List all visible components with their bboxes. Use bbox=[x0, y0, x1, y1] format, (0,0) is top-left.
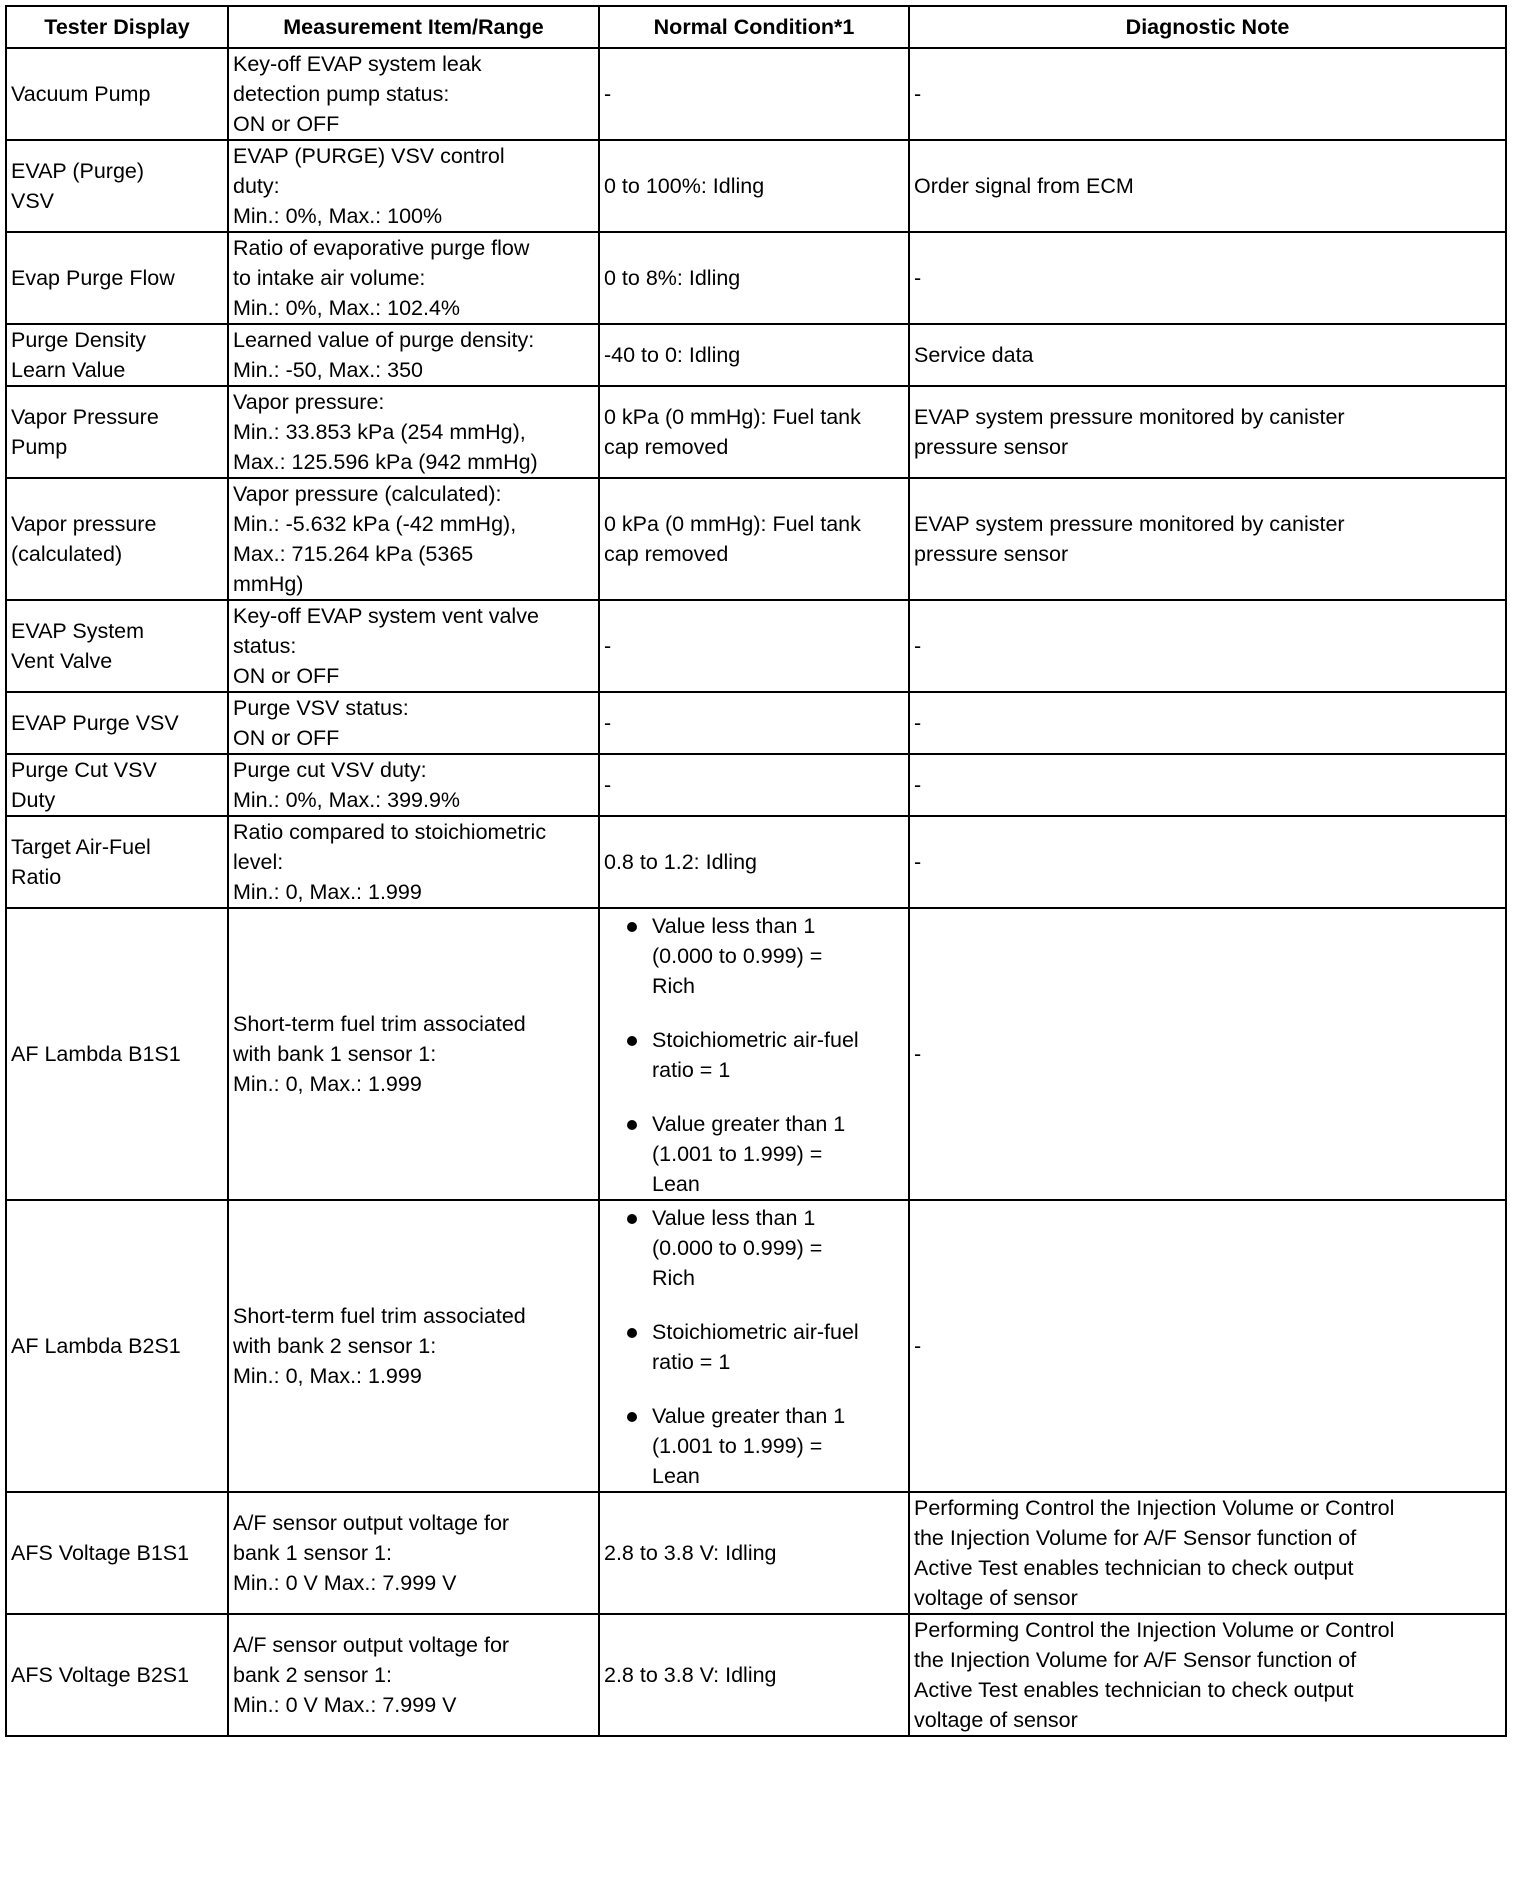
bullet-item-stoichiometric: Stoichiometric air-fuel ratio = 1 bbox=[604, 1317, 904, 1377]
normal-condition-cell: 0 to 100%: Idling bbox=[599, 140, 909, 232]
normal-condition-cell: 0 to 8%: Idling bbox=[599, 232, 909, 324]
tester-display-cell: Purge Density Learn Value bbox=[6, 324, 228, 386]
data-list-table bbox=[5, 5, 1507, 1737]
table-row bbox=[6, 324, 1506, 386]
measurement-range-cell: Key-off EVAP system leak detection pump status: ON or OFF bbox=[228, 48, 599, 140]
bullet-item-rich: Value less than 1 (0.000 to 0.999) = Rich bbox=[604, 911, 904, 1001]
bullet-item-stoichiometric: Stoichiometric air-fuel ratio = 1 bbox=[604, 1025, 904, 1085]
normal-condition-cell: -40 to 0: Idling bbox=[599, 324, 909, 386]
tester-display-cell: Vapor Pressure Pump bbox=[6, 386, 228, 478]
table-row bbox=[6, 232, 1506, 324]
table-row bbox=[6, 478, 1506, 600]
table-header-row bbox=[6, 6, 1506, 48]
normal-condition-cell bbox=[599, 1200, 909, 1492]
tester-display-cell: EVAP System Vent Valve bbox=[6, 600, 228, 692]
tester-display-cell: EVAP Purge VSV bbox=[6, 692, 228, 754]
tester-display-cell: Evap Purge Flow bbox=[6, 232, 228, 324]
normal-condition-cell: - bbox=[599, 48, 909, 140]
diagnostic-note-cell: Performing Control the Injection Volume or Control the Injection Volume for A/F Sensor function of Active Test enables technician to check output voltage of sensor bbox=[909, 1492, 1506, 1614]
diagnostic-note-cell: Order signal from ECM bbox=[909, 140, 1506, 232]
table-row bbox=[6, 386, 1506, 478]
normal-condition-cell: 2.8 to 3.8 V: Idling bbox=[599, 1614, 909, 1736]
tester-display-cell: EVAP (Purge) VSV bbox=[6, 140, 228, 232]
diagnostic-note-cell: - bbox=[909, 1200, 1506, 1492]
measurement-range-cell: A/F sensor output voltage for bank 1 sensor 1: Min.: 0 V Max.: 7.999 V bbox=[228, 1492, 599, 1614]
header-diagnostic-note: Diagnostic Note bbox=[909, 6, 1506, 48]
diagnostic-note-cell: - bbox=[909, 816, 1506, 908]
table-row bbox=[6, 48, 1506, 140]
header-measurement-item: Measurement Item/Range bbox=[228, 6, 599, 48]
header-tester-display: Tester Display bbox=[6, 6, 228, 48]
tester-display-cell: Vapor pressure (calculated) bbox=[6, 478, 228, 600]
measurement-range-cell: Learned value of purge density: Min.: -50, Max.: 350 bbox=[228, 324, 599, 386]
measurement-range-cell: A/F sensor output voltage for bank 2 sensor 1: Min.: 0 V Max.: 7.999 V bbox=[228, 1614, 599, 1736]
table-row bbox=[6, 1614, 1506, 1736]
diagnostic-note-cell: - bbox=[909, 908, 1506, 1200]
diagnostic-note-cell: - bbox=[909, 754, 1506, 816]
diagnostic-note-cell: EVAP system pressure monitored by canister pressure sensor bbox=[909, 478, 1506, 600]
diagnostic-note-cell: - bbox=[909, 600, 1506, 692]
normal-condition-cell: 0 kPa (0 mmHg): Fuel tank cap removed bbox=[599, 478, 909, 600]
document-page bbox=[5, 5, 1505, 1737]
normal-condition-bullet-list bbox=[604, 1201, 904, 1491]
normal-condition-bullet-list bbox=[604, 909, 904, 1199]
diagnostic-note-cell: Service data bbox=[909, 324, 1506, 386]
diagnostic-note-cell: - bbox=[909, 692, 1506, 754]
measurement-range-cell: Vapor pressure (calculated): Min.: -5.632 kPa (-42 mmHg), Max.: 715.264 kPa (5365 mmHg) bbox=[228, 478, 599, 600]
normal-condition-cell: - bbox=[599, 600, 909, 692]
tester-display-cell: AF Lambda B1S1 bbox=[6, 908, 228, 1200]
measurement-range-cell: Ratio compared to stoichiometric level: Min.: 0, Max.: 1.999 bbox=[228, 816, 599, 908]
table-row bbox=[6, 816, 1506, 908]
table-row bbox=[6, 600, 1506, 692]
table-row bbox=[6, 692, 1506, 754]
measurement-range-cell: Vapor pressure: Min.: 33.853 kPa (254 mmHg), Max.: 125.596 kPa (942 mmHg) bbox=[228, 386, 599, 478]
normal-condition-cell: 0.8 to 1.2: Idling bbox=[599, 816, 909, 908]
tester-display-cell: AF Lambda B2S1 bbox=[6, 1200, 228, 1492]
normal-condition-cell: 2.8 to 3.8 V: Idling bbox=[599, 1492, 909, 1614]
tester-display-cell: AFS Voltage B2S1 bbox=[6, 1614, 228, 1736]
measurement-range-cell: EVAP (PURGE) VSV control duty: Min.: 0%, Max.: 100% bbox=[228, 140, 599, 232]
measurement-range-cell: Purge VSV status: ON or OFF bbox=[228, 692, 599, 754]
measurement-range-cell: Short-term fuel trim associated with bank 1 sensor 1: Min.: 0, Max.: 1.999 bbox=[228, 908, 599, 1200]
tester-display-cell: Target Air-Fuel Ratio bbox=[6, 816, 228, 908]
table-row bbox=[6, 140, 1506, 232]
normal-condition-cell: 0 kPa (0 mmHg): Fuel tank cap removed bbox=[599, 386, 909, 478]
bullet-item-lean: Value greater than 1 (1.001 to 1.999) = Lean bbox=[604, 1109, 904, 1199]
measurement-range-cell: Key-off EVAP system vent valve status: ON or OFF bbox=[228, 600, 599, 692]
table-row bbox=[6, 1492, 1506, 1614]
header-normal-condition: Normal Condition*1 bbox=[599, 6, 909, 48]
tester-display-cell: Vacuum Pump bbox=[6, 48, 228, 140]
measurement-range-cell: Ratio of evaporative purge flow to intake air volume: Min.: 0%, Max.: 102.4% bbox=[228, 232, 599, 324]
bullet-item-rich: Value less than 1 (0.000 to 0.999) = Rich bbox=[604, 1203, 904, 1293]
normal-condition-cell bbox=[599, 908, 909, 1200]
bullet-item-lean: Value greater than 1 (1.001 to 1.999) = Lean bbox=[604, 1401, 904, 1491]
measurement-range-cell: Short-term fuel trim associated with bank 2 sensor 1: Min.: 0, Max.: 1.999 bbox=[228, 1200, 599, 1492]
table-row bbox=[6, 754, 1506, 816]
diagnostic-note-cell: - bbox=[909, 48, 1506, 140]
normal-condition-cell: - bbox=[599, 754, 909, 816]
measurement-range-cell: Purge cut VSV duty: Min.: 0%, Max.: 399.9% bbox=[228, 754, 599, 816]
normal-condition-cell: - bbox=[599, 692, 909, 754]
diagnostic-note-cell: Performing Control the Injection Volume or Control the Injection Volume for A/F Sensor function of Active Test enables technician to check output voltage of sensor bbox=[909, 1614, 1506, 1736]
diagnostic-note-cell: EVAP system pressure monitored by canister pressure sensor bbox=[909, 386, 1506, 478]
tester-display-cell: Purge Cut VSV Duty bbox=[6, 754, 228, 816]
diagnostic-note-cell: - bbox=[909, 232, 1506, 324]
table-row bbox=[6, 1200, 1506, 1492]
tester-display-cell: AFS Voltage B1S1 bbox=[6, 1492, 228, 1614]
table-row bbox=[6, 908, 1506, 1200]
